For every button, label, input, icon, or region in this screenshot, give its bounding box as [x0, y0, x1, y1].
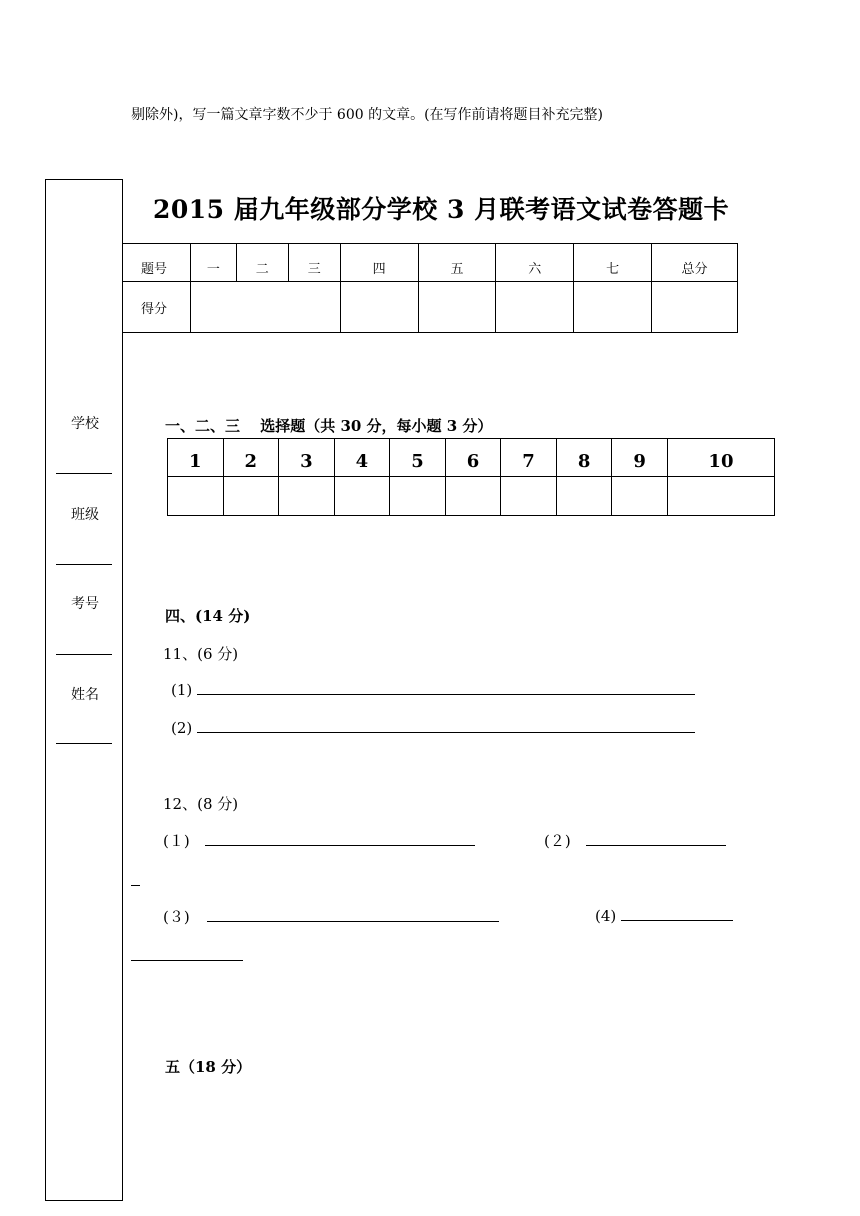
question-12-item-4: [595, 906, 733, 925]
question-11-item-2: [171, 718, 695, 737]
score-cell-7[interactable]: [574, 282, 652, 333]
score-header-7: 七: [574, 244, 652, 282]
question-12-item-1: [163, 830, 475, 851]
question-12-heading: 12、(8 分): [163, 795, 239, 813]
mc-answer-cell[interactable]: [223, 477, 279, 516]
answer-line-continuation[interactable]: [131, 885, 140, 886]
question-11-heading: 11、(6 分): [163, 645, 239, 663]
class-blank[interactable]: [56, 564, 112, 565]
score-header-total: 总分: [652, 244, 738, 282]
mc-number: 4: [334, 439, 390, 477]
mc-answer-cell[interactable]: [168, 477, 224, 516]
score-header-3: 三: [288, 244, 340, 282]
score-header-1: 一: [190, 244, 236, 282]
answer-line[interactable]: [207, 907, 499, 922]
score-cell-6[interactable]: [496, 282, 574, 333]
section4-heading: 四、(14 分): [165, 607, 251, 625]
answer-line[interactable]: [205, 831, 475, 846]
mc-answer-cell[interactable]: [279, 477, 335, 516]
mc-number: 5: [390, 439, 446, 477]
answer-line[interactable]: [586, 831, 726, 846]
item-label: (３): [163, 908, 190, 926]
name-blank[interactable]: [56, 743, 112, 744]
section5-heading: 五（18 分）: [165, 1058, 252, 1076]
mc-number: 6: [445, 439, 501, 477]
mc-answer-cell[interactable]: [556, 477, 612, 516]
mc-answer-cell[interactable]: [667, 477, 774, 516]
school-label: 学校: [71, 416, 99, 432]
section1-heading: 一、二、三 选择题（共 30 分，每小题 3 分）: [165, 417, 493, 435]
score-cell-4[interactable]: [340, 282, 418, 333]
exam-number-blank[interactable]: [56, 654, 112, 655]
question-12-item-2: [544, 830, 726, 851]
score-header-5: 五: [418, 244, 496, 282]
score-header-4: 四: [340, 244, 418, 282]
score-table: [122, 243, 738, 333]
mc-answer-cell[interactable]: [501, 477, 557, 516]
mc-number: 3: [279, 439, 335, 477]
page-title: 2015 届九年级部分学校 3 月联考语文试卷答题卡: [153, 195, 730, 224]
answer-line-continuation[interactable]: [131, 960, 243, 961]
mc-answer-cell[interactable]: [390, 477, 446, 516]
item-label: (1): [171, 681, 193, 699]
score-header-item: 题号: [123, 244, 191, 282]
answer-line[interactable]: [197, 718, 695, 733]
answer-line[interactable]: [197, 680, 695, 695]
mc-number: 2: [223, 439, 279, 477]
mc-number: 8: [556, 439, 612, 477]
mc-answer-cell[interactable]: [445, 477, 501, 516]
score-header-6: 六: [496, 244, 574, 282]
school-blank[interactable]: [56, 473, 112, 474]
item-label: (2): [171, 719, 193, 737]
mc-number: 10: [667, 439, 774, 477]
exam-number-label: 考号: [71, 596, 99, 612]
multiple-choice-table: [167, 438, 775, 516]
item-label: (１): [163, 832, 190, 850]
score-header-2: 二: [236, 244, 288, 282]
class-label: 班级: [71, 507, 99, 523]
mc-answer-cell[interactable]: [612, 477, 668, 516]
score-cell-total[interactable]: [652, 282, 738, 333]
score-row-label: 得分: [123, 282, 191, 333]
mc-number: 9: [612, 439, 668, 477]
mc-number: 1: [168, 439, 224, 477]
name-label: 姓名: [71, 687, 99, 703]
score-cell-5[interactable]: [418, 282, 496, 333]
question-12-item-3: [163, 906, 499, 927]
item-label: (4): [595, 907, 617, 925]
mc-number: 7: [501, 439, 557, 477]
score-cell-1-3[interactable]: [190, 282, 340, 333]
item-label: (２): [544, 832, 571, 850]
continued-instruction-text: 剔除外)，写一篇文章字数不少于 600 的文章。(在写作前请将题目补充完整): [131, 107, 604, 123]
answer-line[interactable]: [621, 906, 733, 921]
question-11-item-1: [171, 680, 695, 699]
mc-answer-cell[interactable]: [334, 477, 390, 516]
